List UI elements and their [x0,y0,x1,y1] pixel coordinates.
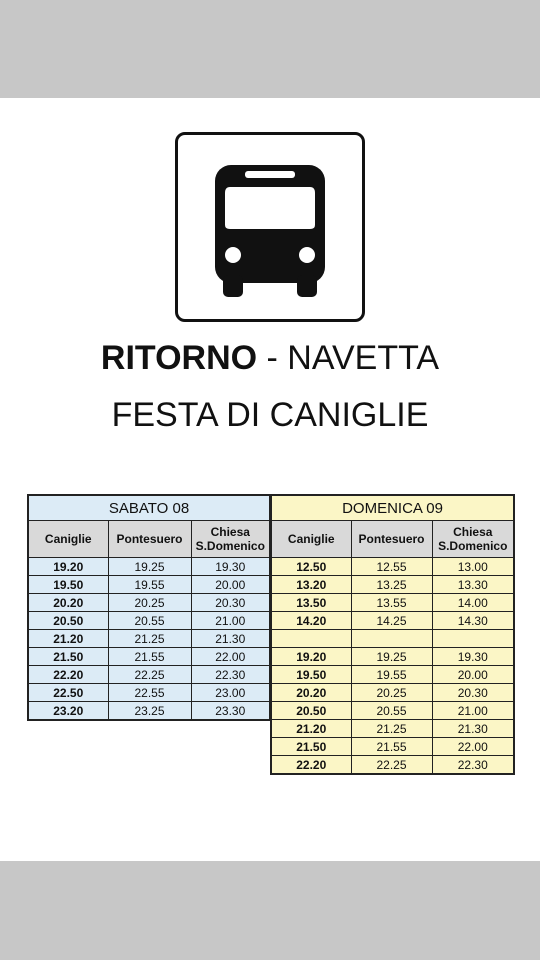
saturday-schedule-table [27,494,271,721]
table-row [271,612,514,630]
time-cell: 22.20 [28,666,108,684]
time-cell [271,630,351,648]
title-rest: - NAVETTA [257,339,440,377]
time-cell: 21.50 [28,648,108,666]
time-cell: 21.20 [271,720,351,738]
time-cell: 21.20 [28,630,108,648]
time-cell: 21.55 [108,648,191,666]
time-cell: 21.55 [351,738,432,756]
time-cell: 13.20 [271,576,351,594]
table-row [271,666,514,684]
time-cell: 13.50 [271,594,351,612]
time-cell: 19.50 [271,666,351,684]
time-cell: 22.30 [432,756,514,775]
time-cell: 21.25 [108,630,191,648]
time-cell: 23.00 [191,684,270,702]
time-cell: 20.55 [351,702,432,720]
sunday-schedule-table [270,494,515,775]
time-cell: 13.55 [351,594,432,612]
time-cell: 19.25 [351,648,432,666]
table-row [271,594,514,612]
time-cell: 19.25 [108,558,191,576]
time-cell: 22.00 [191,648,270,666]
time-cell: 19.55 [108,576,191,594]
column-header: Chiesa S.Domenico [191,521,270,558]
page-title [0,338,540,379]
time-cell: 19.20 [28,558,108,576]
time-cell: 19.30 [432,648,514,666]
time-cell: 20.20 [271,684,351,702]
time-cell: 22.50 [28,684,108,702]
time-cell: 14.20 [271,612,351,630]
time-cell: 20.50 [28,612,108,630]
table-row [28,648,270,666]
table-row [271,576,514,594]
column-header: Caniglie [28,521,108,558]
time-cell [351,630,432,648]
time-cell: 12.50 [271,558,351,576]
table-row [271,738,514,756]
time-cell: 22.25 [108,666,191,684]
table-row [271,558,514,576]
time-cell: 20.30 [191,594,270,612]
time-cell: 19.55 [351,666,432,684]
table-row [28,702,270,721]
time-cell: 20.25 [108,594,191,612]
time-cell: 20.00 [432,666,514,684]
time-cell: 22.00 [432,738,514,756]
time-cell: 23.25 [108,702,191,721]
bus-sign [175,132,365,322]
column-header: Pontesuero [108,521,191,558]
table-row [271,720,514,738]
table-row [271,630,514,648]
time-cell: 21.30 [191,630,270,648]
time-cell: 21.00 [191,612,270,630]
table-row [28,558,270,576]
time-cell: 21.50 [271,738,351,756]
time-cell: 22.25 [351,756,432,775]
time-cell: 20.00 [191,576,270,594]
time-cell: 22.30 [191,666,270,684]
time-cell: 22.20 [271,756,351,775]
column-header: Pontesuero [351,521,432,558]
table-row [28,594,270,612]
table-row [28,612,270,630]
sunday-label: DOMENICA 09 [271,495,514,521]
time-cell: 23.30 [191,702,270,721]
time-cell: 14.30 [432,612,514,630]
time-cell [432,630,514,648]
time-cell: 20.20 [28,594,108,612]
time-cell: 21.00 [432,702,514,720]
table-row [271,756,514,775]
time-cell: 23.20 [28,702,108,721]
table-row [28,630,270,648]
time-cell: 20.25 [351,684,432,702]
table-row [271,702,514,720]
table-row [28,684,270,702]
table-row [28,576,270,594]
time-cell: 21.30 [432,720,514,738]
saturday-label: SABATO 08 [28,495,270,521]
time-cell: 19.50 [28,576,108,594]
time-cell: 19.30 [191,558,270,576]
table-row [271,648,514,666]
column-header: Chiesa S.Domenico [432,521,514,558]
bus-icon [178,135,362,319]
column-header: Caniglie [271,521,351,558]
time-cell: 13.00 [432,558,514,576]
page-subtitle: FESTA DI CANIGLIE [111,396,429,434]
time-cell: 20.50 [271,702,351,720]
poster [0,98,540,861]
time-cell: 22.55 [108,684,191,702]
title-bold: RITORNO [100,339,258,377]
time-cell: 14.25 [351,612,432,630]
time-cell: 21.25 [351,720,432,738]
time-cell: 14.00 [432,594,514,612]
time-cell: 20.30 [432,684,514,702]
table-row [271,684,514,702]
table-row [28,666,270,684]
time-cell: 13.30 [432,576,514,594]
time-cell: 20.55 [108,612,191,630]
time-cell: 19.20 [271,648,351,666]
time-cell: 12.55 [351,558,432,576]
time-cell: 13.25 [351,576,432,594]
